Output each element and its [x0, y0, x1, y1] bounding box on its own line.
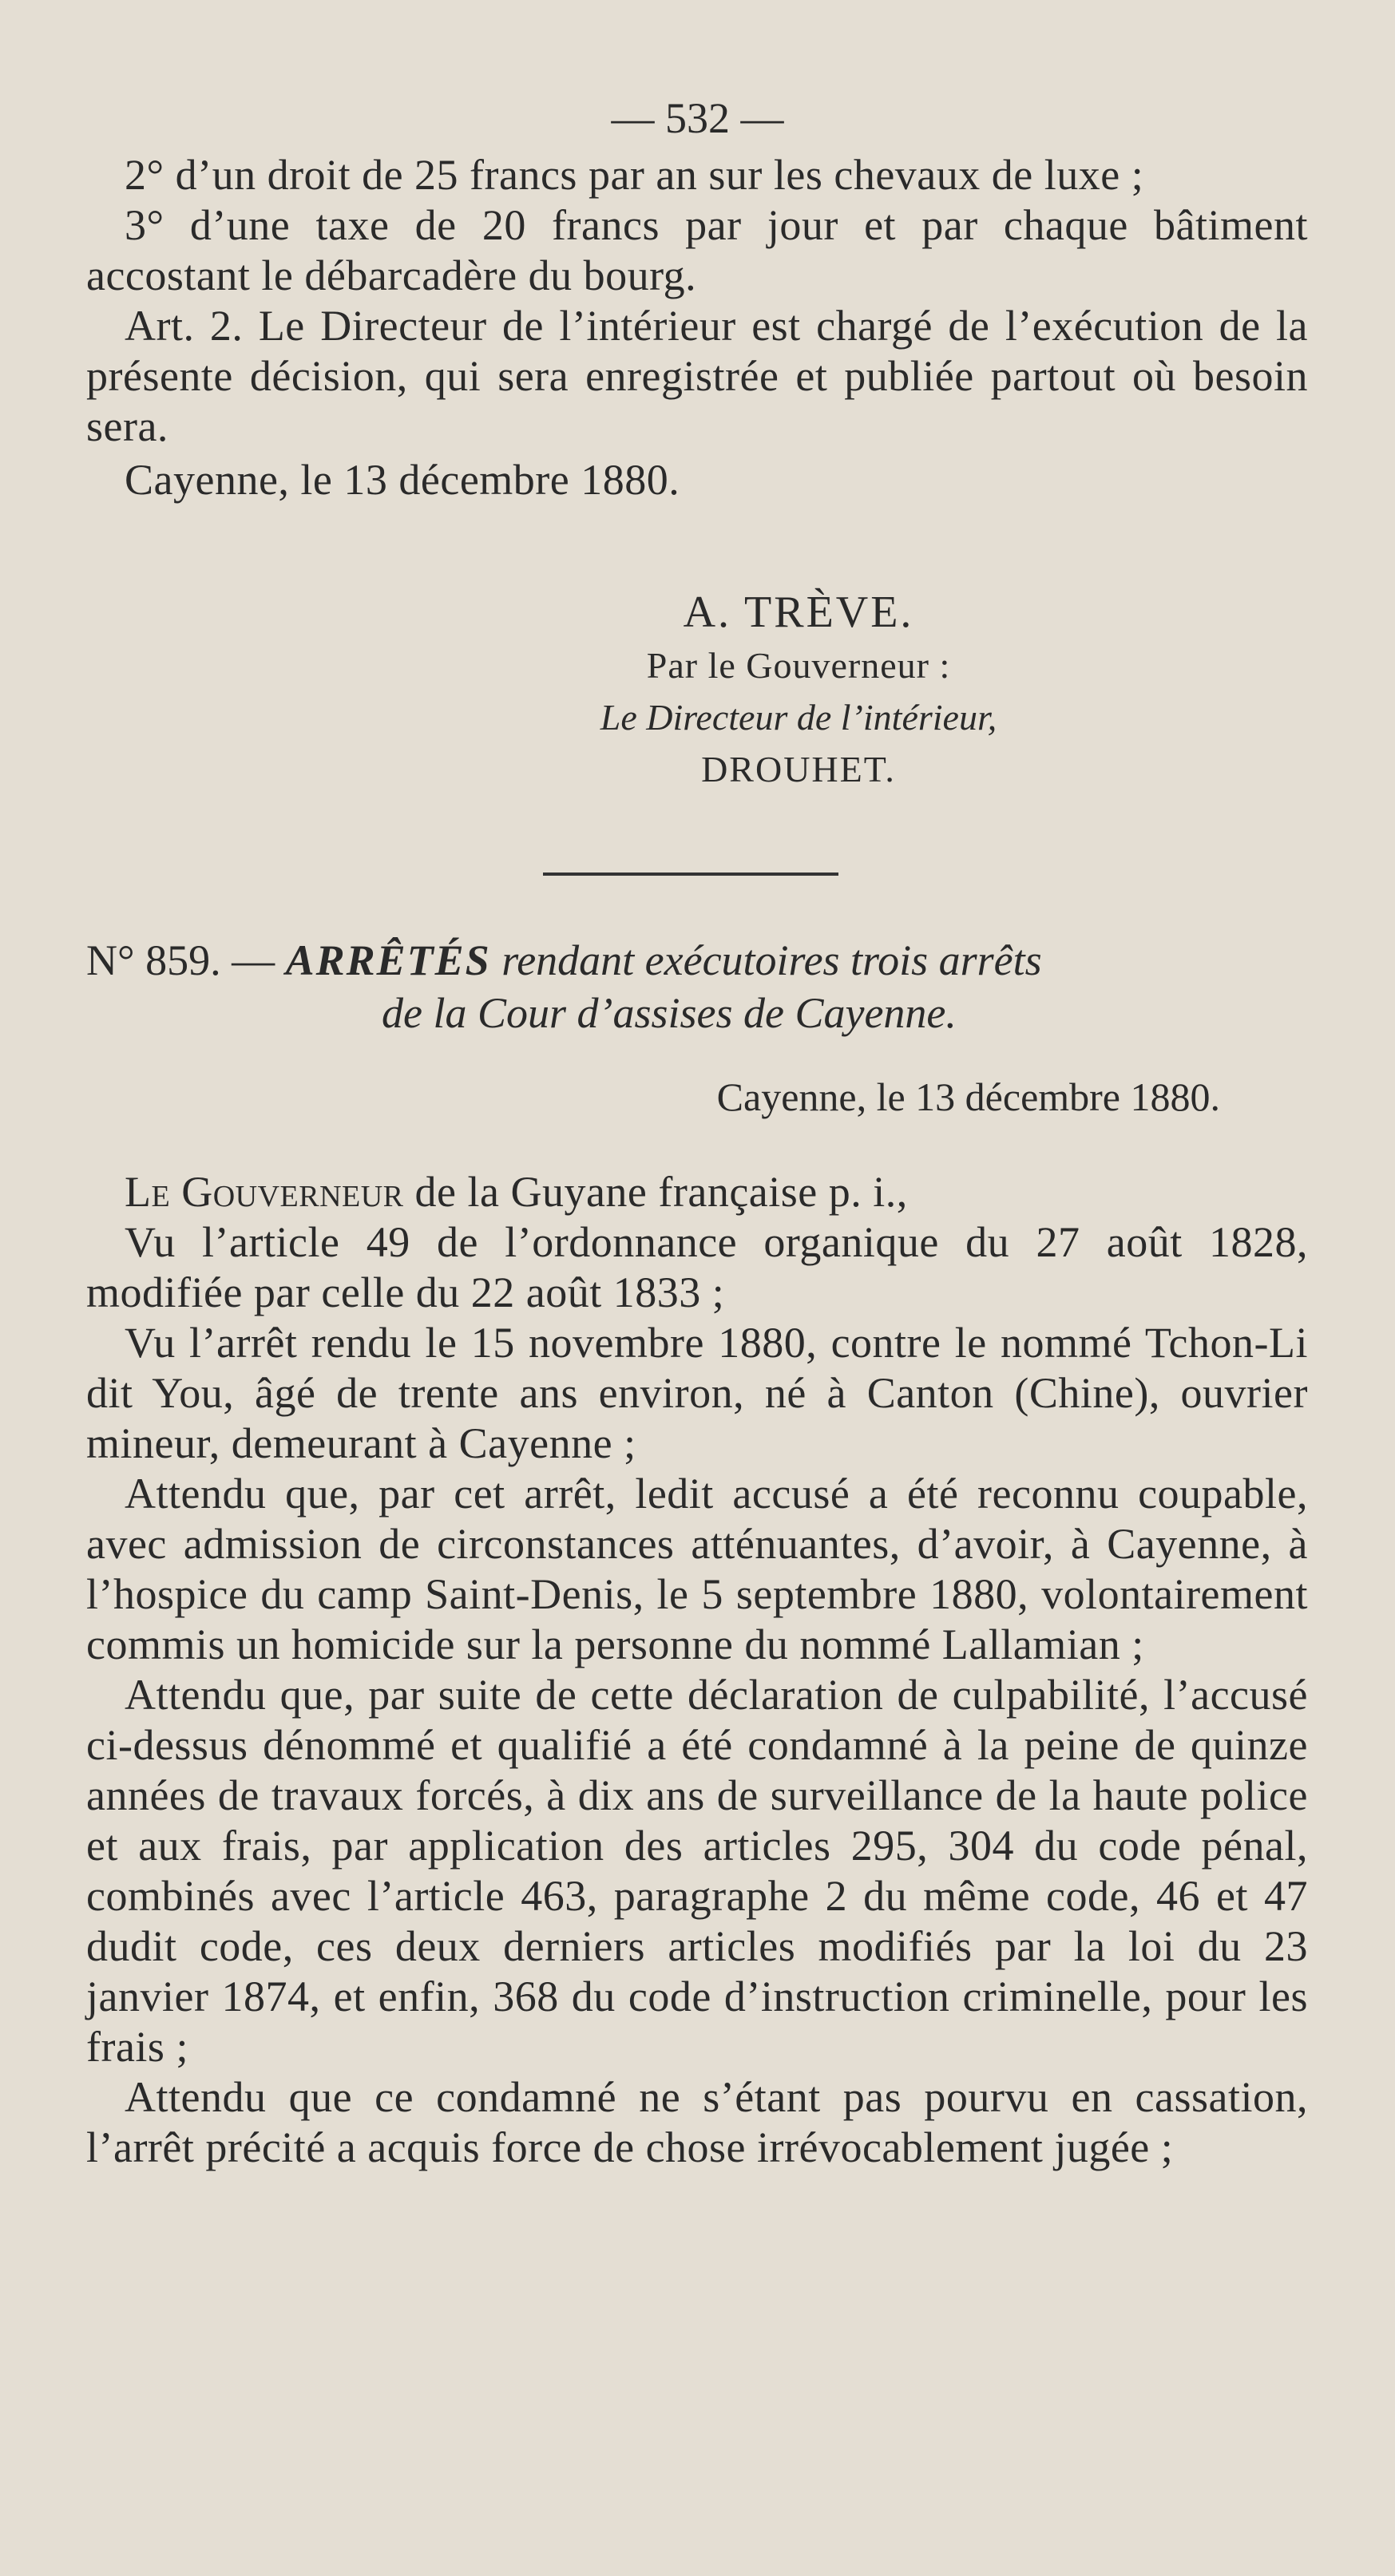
paragraph-attendu-2: Attendu que, par suite de cette déclaration de culpabilité, l’accusé ci-dessus dénommé et qualifié a été condamné à la peine de quinze années de travaux forcés, à dix ans de surveillance de la haute police et aux frais, par application des articles 295, 304 du code pénal, combinés avec l’article 463, paragraphe 2 du même code, 46 et 47 dudit code, ces deux derniers articles modifiés par la loi du 23 janvier 1874, et enfin, 368 du code d’instruction criminelle, pour les frais ; [86, 1671, 1308, 2071]
heading-rest: rendant exécutoires trois arrêts [501, 936, 1042, 984]
signature-block [495, 584, 1102, 795]
heading-number: N° 859. — [86, 936, 275, 984]
paragraph-vu-arret: Vu l’arrêt rendu le 15 novembre 1880, contre le nommé Tchon-Li dit You, âgé de trente ans environ, né à Canton (Chine), ouvrier mineur, demeurant à Cayenne ; [86, 1319, 1308, 1467]
article-2: Art. 2. Le Directeur de l’intérieur est chargé de l’exécution de la présente décision, qui sera enregistrée et publiée partout où besoin sera. [86, 302, 1308, 450]
line-taxe: 3° d’une taxe de 20 francs par jour et par chaque bâtiment accostant le débarcadère du bourg. [86, 201, 1308, 299]
governor-rest: de la Guyane française p. i., [414, 1168, 908, 1216]
dateline-2: Cayenne, le 13 décembre 1880. [716, 1074, 1220, 1119]
signatory-title: Le Directeur de l’intérieur, [600, 697, 997, 738]
decision-end [86, 150, 1308, 505]
paragraph-vu-article: Vu l’article 49 de l’ordonnance organique du 27 août 1828, modifiée par celle du 22 août 1833 ; [86, 1218, 1308, 1316]
governor-line [86, 1167, 1308, 1217]
paragraph-attendu-1: Attendu que, par cet arrêt, ledit accusé a été reconnu coupable, avec admission de circonstances atténuantes, d’avoir, à Cayenne, à l’hospice du camp Saint-Denis, le 5 septembre 1880, volontairement commis un homicide sur la personne du nommé Lallamian ; [86, 1470, 1308, 1668]
section-heading [86, 934, 1308, 1039]
signatory-byline: Par le Gouverneur : [646, 645, 951, 686]
heading-bold: ARRÊTÉS [285, 936, 491, 984]
governor-smallcaps: Le Gouverneur [125, 1168, 404, 1216]
line-chevaux: 2° d’un droit de 25 francs par an sur les chevaux de luxe ; [125, 151, 1144, 199]
heading-line-2: de la Cour d’assises de Cayenne. [382, 989, 957, 1037]
signatory-name-2: DROUHET. [701, 749, 896, 789]
signatory-name: A. TRÈVE. [683, 588, 914, 637]
dateline-1: Cayenne, le 13 décembre 1880. [125, 456, 680, 504]
page-number: — 532 — [611, 94, 784, 142]
arrete-body [86, 1167, 1308, 2173]
section-divider [543, 873, 838, 876]
paragraph-attendu-3: Attendu que ce condamné ne s’étant pas pourvu en cassation, l’arrêt précité a acquis force de chose irrévocablement jugée ; [86, 2073, 1308, 2171]
